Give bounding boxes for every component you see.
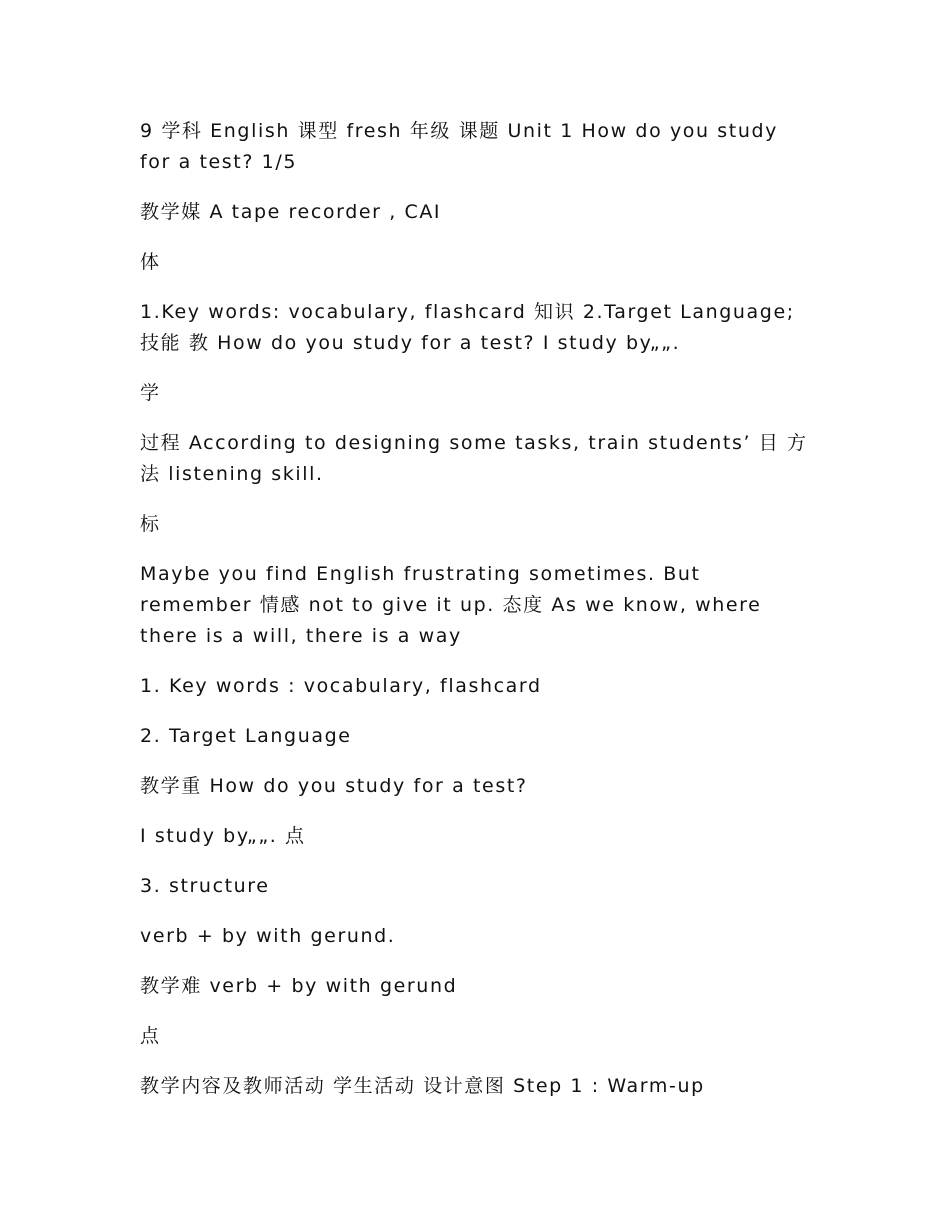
process-method-line: 过程 According to designing some tasks, train students’ 目 方法 listening skill. <box>140 432 808 485</box>
knowledge-skills-line: 1.Key words: vocabulary, flashcard 知识 2.Target Language; 技能 教 How do you study for a test? I study by„„. <box>140 301 795 354</box>
label-fragment: 体 <box>140 251 161 273</box>
table-header-line: 教学内容及教师活动 学生活动 设计意图 Step 1 : Warm-up <box>140 1075 705 1097</box>
gerund-line: verb + by with gerund. <box>140 925 396 947</box>
teaching-focus-line: 教学重 How do you study for a test? <box>140 775 528 797</box>
header-line: 9 学科 English 课型 fresh 年级 课题 Unit 1 How do you study for a test? 1/5 <box>140 120 778 173</box>
teaching-media-line: 教学媒 A tape recorder , CAI <box>140 201 442 223</box>
emotion-attitude-line: Maybe you find English frustrating sometimes. But remember 情感 not to give it up. 态度 As we know, where there is a will, there is a way <box>140 563 762 647</box>
label-fragment: 学 <box>140 382 161 404</box>
target-language-line: 2. Target Language <box>140 725 352 747</box>
label-fragment: 点 <box>140 1025 161 1047</box>
structure-line: 3. structure <box>140 875 270 897</box>
document-body <box>140 116 810 1121</box>
key-words-line: 1. Key words : vocabulary, flashcard <box>140 675 542 697</box>
teaching-difficulty-line: 教学难 verb + by with gerund <box>140 975 458 997</box>
study-by-line: I study by„„. 点 <box>140 825 306 847</box>
label-fragment: 标 <box>140 513 161 535</box>
